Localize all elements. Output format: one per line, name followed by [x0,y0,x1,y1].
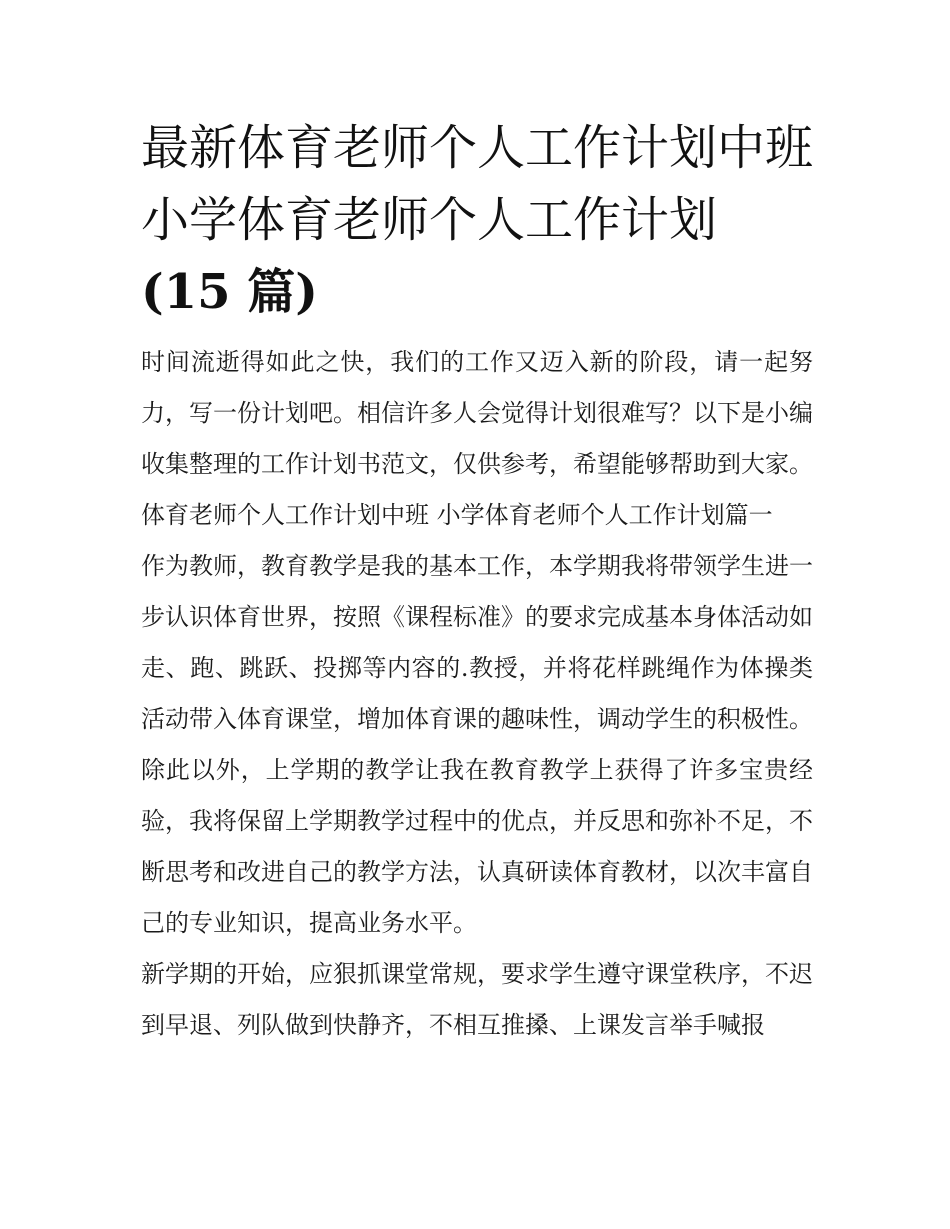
title-text: 最新体育老师个人工作计划中班 小学体育老师个人工作计划 [141,120,814,248]
title-count: (15 篇) [141,264,318,320]
section-heading: 体育老师个人工作计划中班 小学体育老师个人工作计划篇一 [141,501,773,529]
intro-paragraph: 时间流逝得如此之快，我们的工作又迈入新的阶段，请一起努力，写一份计划吧。相信许多人会觉得计划很难写？以下是小编收集整理的工作计划书范文，仅供参考，希望能够帮助到大家。 [141,348,813,478]
body-paragraph: 新学期的开始，应狠抓课堂常规，要求学生遵守课堂秩序，不迟到早退、列队做到快静齐，不相互推搡、上课发言举手喊报 [141,960,813,1039]
body-paragraph: 作为教师，教育教学是我的基本工作，本学期我将带领学生进一步认识体育世界，按照《课程标准》的要求完成基本身体活动如走、跑、跳跃、投掷等内容的.教授，并将花样跳绳作为体操类活动带入体育课堂，增加体育课的趣味性，调动学生的积极性。除此以外，上学期的教学让我在教育教学上获得了许多宝贵经验，我将保留上学期教学过程中的优点，并反思和弥补不足，不断思考和改进自己的教学方法，认真研读体育教材，以次丰富自己的专业知识，提高业务水平。 [141,552,813,937]
document-content [141,112,813,1051]
document-title [141,112,813,328]
